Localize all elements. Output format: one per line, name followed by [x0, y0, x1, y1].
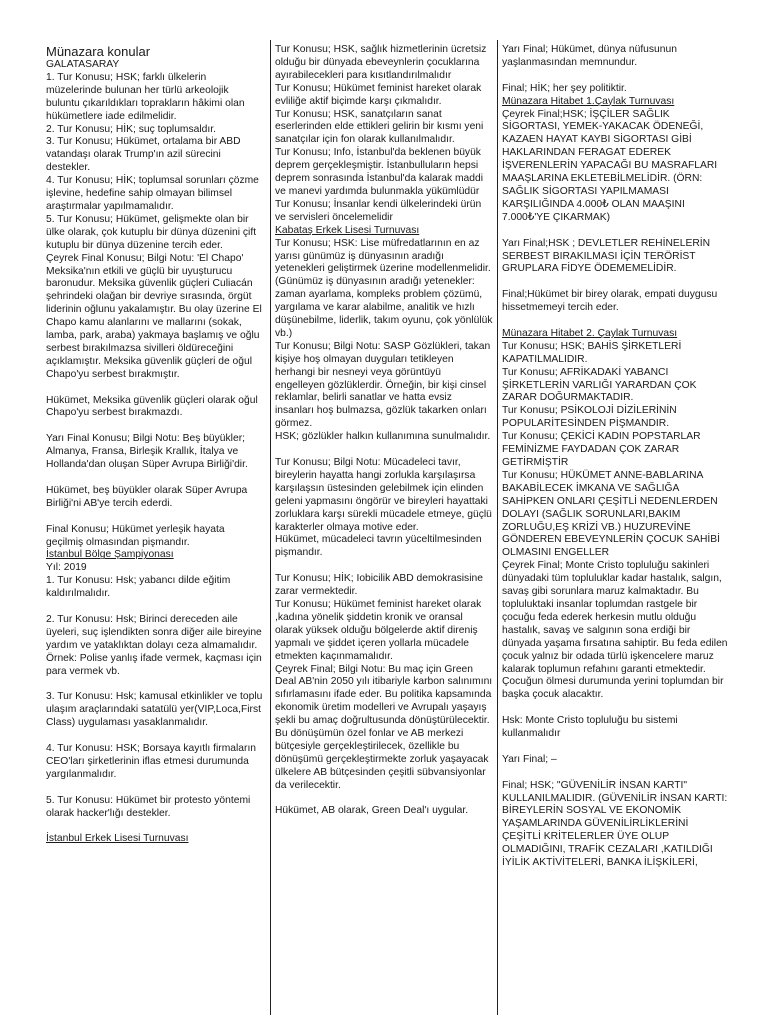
section-heading: Kabataş Erkek Lisesi Turnuvası [275, 224, 420, 236]
section-heading: Münazara Hitabet 2. Çaylak Turnuvası [502, 327, 678, 339]
topics-istanbul-regional: 1. Tur Konusu: Hsk; yabancı dilde eğitim kaldırılmalıdır. 2. Tur Konusu: Hsk; Birinci dereceden aile üyeleri, suç işlendikten sonra diğer aile bireyine yardım ve yataklıktan dolayı ceza almamalıdır. Örnek: Polise yanlış ifade vermek, kaçması için para vermek vb. 3. Tur Konusu: Hsk; kamusal etkinlikler ve toplu ulaşım araçlarındaki satatülü yer(VIP,Loca,First Class) uygulaması yasaklanmalıdır. 4. Tur Konusu: HSK; Borsaya kayıtlı firmaların CEO'ları şirketlerinin iflas etmesi durumunda yargılanmalıdır. 5. Tur Konusu: Hükümet bir protesto yöntemi olarak hacker'lığı destekler. [46, 575, 263, 819]
topics-caylak-2: Tur Konusu; HSK; BAHİS ŞİRKETLERİ KAPATILMALIDIR. Tur Konusu; AFRİKADAKİ YABANCI ŞİRKETLERİN VARLIĞI YARARDAN ÇOK ZARAR DOĞURMAKTADIR. Tur Konusu; PSİKOLOJİ DİZİLERİNİN POPULARİTESİNDEN PİŞMANDIR. Tur Konusu; ÇEKİCİ KADIN POPSTARLAR FEMİNİZME FAYDADAN ÇOK ZARAR GETİRMİŞTİR Tur Konusu; HÜKÜMET ANNE-BABLARINA BAKABİLECEK İMKANA VE SAĞLIĞA SAHİPKEN ONLARI ÇEŞİTLİ NEDENLERDEN DOLAYI (SAĞLIK SORUNLARI,BAKIM ZORLUĞU,EŞ KRİZİ VB.) HUZUREVİNE GÖNDEREN EBEVEYNLERİN ÇOCUK SAHİBİ OLMASINI ENGELLER Çeyrek Final; Monte Cristo topluluğu sakinleri dünyadaki tüm topluluklar kadar hastalık, salgın, savaş gibi sorunlara maruz kalmaktadır. Bu topluluktaki insanlar toplumdan rastgele bir çocuğu feda ederek herkesin mutlu olduğu hastalık, savaş ve salgının sona erdiği bir dünyada yaşama fırsatına sahiptir. Bu feda edilen çocuk yalnız bir odada türlü işkencelere maruz kalarak toplumun refahını garanti etmektedir. Çocuğun ölmesi durumunda yerini toplumdan bir başka çocuk alacaktır. Hsk: Monte Cristo topluluğu bu sistemi kullanmalıdır Yarı Final; – Final; HSK; "GÜVENİLİR İNSAN KARTI" KULLANILMALIDIR. (GÜVENİLİR İNSAN KARTI: BİREYLERİN SOSYAL VE EKONOMİK YAŞAMLARINDA GÜVENİLİRLİKLERİNİ ÇEŞİTLİ KRİTELERLER ÜYE OLUP OLMADIĞINI, TRAFİK CEZALARI ,KATILDIĞI İYİLİK AKTİVİTELERİ, BANKA İLİŞKİLERİ, [502, 340, 728, 869]
topics-caylak-1: Çeyrek Final;HSK; İŞÇİLER SAĞLIK SİGORTASI, YEMEK-YAKACAK ÖDENEĞİ, KAZAEN HAYAT KAYBI SİGORTASI GİBİ HAKLARINDAN FERAGAT EDEREK İŞVERENLERİN YAPACAĞI BU MASRAFLARI MAAŞLARINA EKLETEBİLMELİDİR. (ÖRN: SAĞLIK SİGORTASI YAPILMAMASI KARŞILIĞINDA 4.000₺ OLAN MAAŞINI 7.000₺'YE ÇIKARMAK) Yarı Final;HSK ; DEVLETLER REHİNELERİN SERBEST BIRAKILMASI İÇİN TERÖRİST GRUPLARA FİDYE ÖDEMEMELİDİR. Final;Hükümet bir birey olarak, empati duygusu hissetmemeyi tercih eder. [502, 108, 718, 314]
year-label: Yıl: 2019 [46, 562, 87, 574]
topics-continued: Yarı Final; Hükümet, dünya nüfusunun yaşlanmasından memnundur. Final; HİK; her şey politiktir. [502, 44, 677, 94]
topics-galatasaray: 1. Tur Konusu; HSK; farklı ülkelerin müzelerinde bulunan her türlü arkeolojik buluntu çıkarıldıkları toprakların hâkimi olan hükümetlere iade edilmelidir. 2. Tur Konusu; HİK; suç toplumsaldır. 3. Tur Konusu; Hükümet, ortalama bir ABD vatandaşı olarak Trump'ın azil sürecini destekler. 4. Tur Konusu; HİK; toplumsal sorunları çözme işlevine, hedefine sahip olmayan bilimsel araştırmalar yapılmamalıdır. 5. Tur Konusu; Hükümet, gelişmekte olan bir ülke olarak, çok kutuplu bir dünya düzenini çift kutuplu bir dünya düzenine tercih eder. Çeyrek Final Konusu; Bilgi Notu: 'El Chapo' Meksika'nın etkili ve güçlü bir uyuşturucu baronudur. Meksika güvenlik güçleri Culiacán şehrindeki olağan bir devriye sırasında, örgüt liderinin oğlunu yakalamıştır. Bu olay üzerine El Chapo kamu alanlarını ve mallarını (sokak, lamba, park, araba) yakmaya başlamış ve oğlu serbest bırakılmazsa sivilleri öldüreceğini açıklamıştır. Meksika güvenlik güçleri de oğul Chapo'yu serbest bırakmıştır. Hükümet, Meksika güvenlik güçleri olarak oğul Chapo'yu serbest bırakmazdı. Yarı Final Konusu; Bilgi Notu: Beş büyükler; Almanya, Fransa, Birleşik Krallık, İtalya ve Hollanda'dan oluşan Süper Avrupa Birliği'dir. Hükümet, beş büyükler olarak Süper Avrupa Birliği'ni AB'ye tercih ederdi. Final Konusu; Hükümet yerleşik hayata geçilmiş olmasından pişmandır. [46, 71, 262, 548]
school-name: GALATASARAY [46, 59, 120, 70]
document-title: Münazara konular [46, 44, 151, 59]
column-divider [497, 40, 498, 1015]
topics-kabatas: Tur Konusu; HSK: Lise müfredatlarının en az yarısı günümüz iş dünyasının aradığı yetenekleri geliştirmek üzerine modellenmelidir. (Günümüz iş dünyasının aradığı yetenekler: zaman ayarlama, kompleks problem çözümü, yargılama ve karar alabilme, analitik ve hızlı düşünebilme, liderlik, takım oyunu, çok yönlülük vb.) Tur Konusu; Bilgi Notu: SASP Gözlükleri, takan kişiye hoş olmayan duyguları tetikleyen herhangi bir nesneyi veya görüntüyü engelleyen gözlüklerdir. Örneğin, bir kişi cinsel reklamlar, belirli sanatlar ve hatta evsiz insanları hoş bulmazsa, gözlük takarken onları görmez. HSK; gözlükler halkın kullanımına sunulmalıdır. Tur Konusu; Bilgi Notu: Mücadeleci tavır, bireylerin hayatta hangi zorlukla karşılaşırsa karşılaşsın üstesinden gelebilmek için elinden geleni yapmasını öngörür ve bireyleri hayattaki zorluklara karşı sürekli mücadele etmeye, güçlü karakterler olmaya motive eder. Hükümet, mücadeleci tavrın yüceltilmesinden pişmandır. Tur Konusu; HİK; Iobicilik ABD demokrasisine zarar vermektedir. Tur Konusu; Hükümet feminist hareket olarak ,kadına yönelik şiddetin kronik ve oransal olarak yüksek olduğu bölgelerde aktif direniş yapmalı ve şiddet içeren yollarla mücadele etmekten kaçınmamalıdır. Çeyrek Final; Bilgi Notu: Bu maç için Green Deal AB'nin 2050 yılı itibariyle karbon salınımını sıfırlamasını ifade eder. Bu politika kapsamında ekonomik üretim modelleri ve Avrupalı yaşayış şekli bu amaç doğrultusunda dönüştürülecektir. Bu dönüşümün özel fonlar ve AB merkezi bütçesiyle gerçekleştirilecek, özellikle bu dönüşümü gerçekleştirmekte zorluk yaşayacak ülkelere AB bütçesinden çeşitli sübvansiyonlar da verilecektir. Hükümet, AB olarak, Green Deal'ı uygular. [275, 237, 493, 817]
section-heading: İstanbul Bölge Şampiyonası [46, 549, 174, 561]
column-right [502, 44, 728, 870]
topics-istanbul-erkek: Tur Konusu; HSK, sağlık hizmetlerinin ücretsiz olduğu bir dünyada ebeveynlerin çocuklarına ayırabilecekleri para kısıtlandırılmalıdır Tur Konusu; Hükümet feminist hareket olarak evliliğe aktif biçimde karşı çıkmalıdır. Tur Konusu; HSK, sanatçıların sanat eserlerinden elde ettikleri gelirin bir kısmı yeni sanatçılar için fon olarak kullanılmalıdır. Tur Konusu; Info, İstanbul'da beklenen büyük deprem gerçekleşmiştir. İstanbulluların hepsi deprem sonrasında İstanbul'da kalarak maddi ve manevi yardımda bulunmakla yükümlüdür Tur Konusu; İnsanlar kendi ülkelerindeki ürün ve servisleri öncelemelidir [275, 44, 487, 223]
column-middle [275, 44, 493, 818]
column-divider [270, 40, 271, 1015]
section-heading: Münazara Hitabet 1.Çaylak Turnuvası [502, 95, 675, 107]
column-left [46, 44, 264, 846]
section-heading: İstanbul Erkek Lisesi Turnuvası [46, 833, 189, 845]
spacer [46, 820, 264, 833]
